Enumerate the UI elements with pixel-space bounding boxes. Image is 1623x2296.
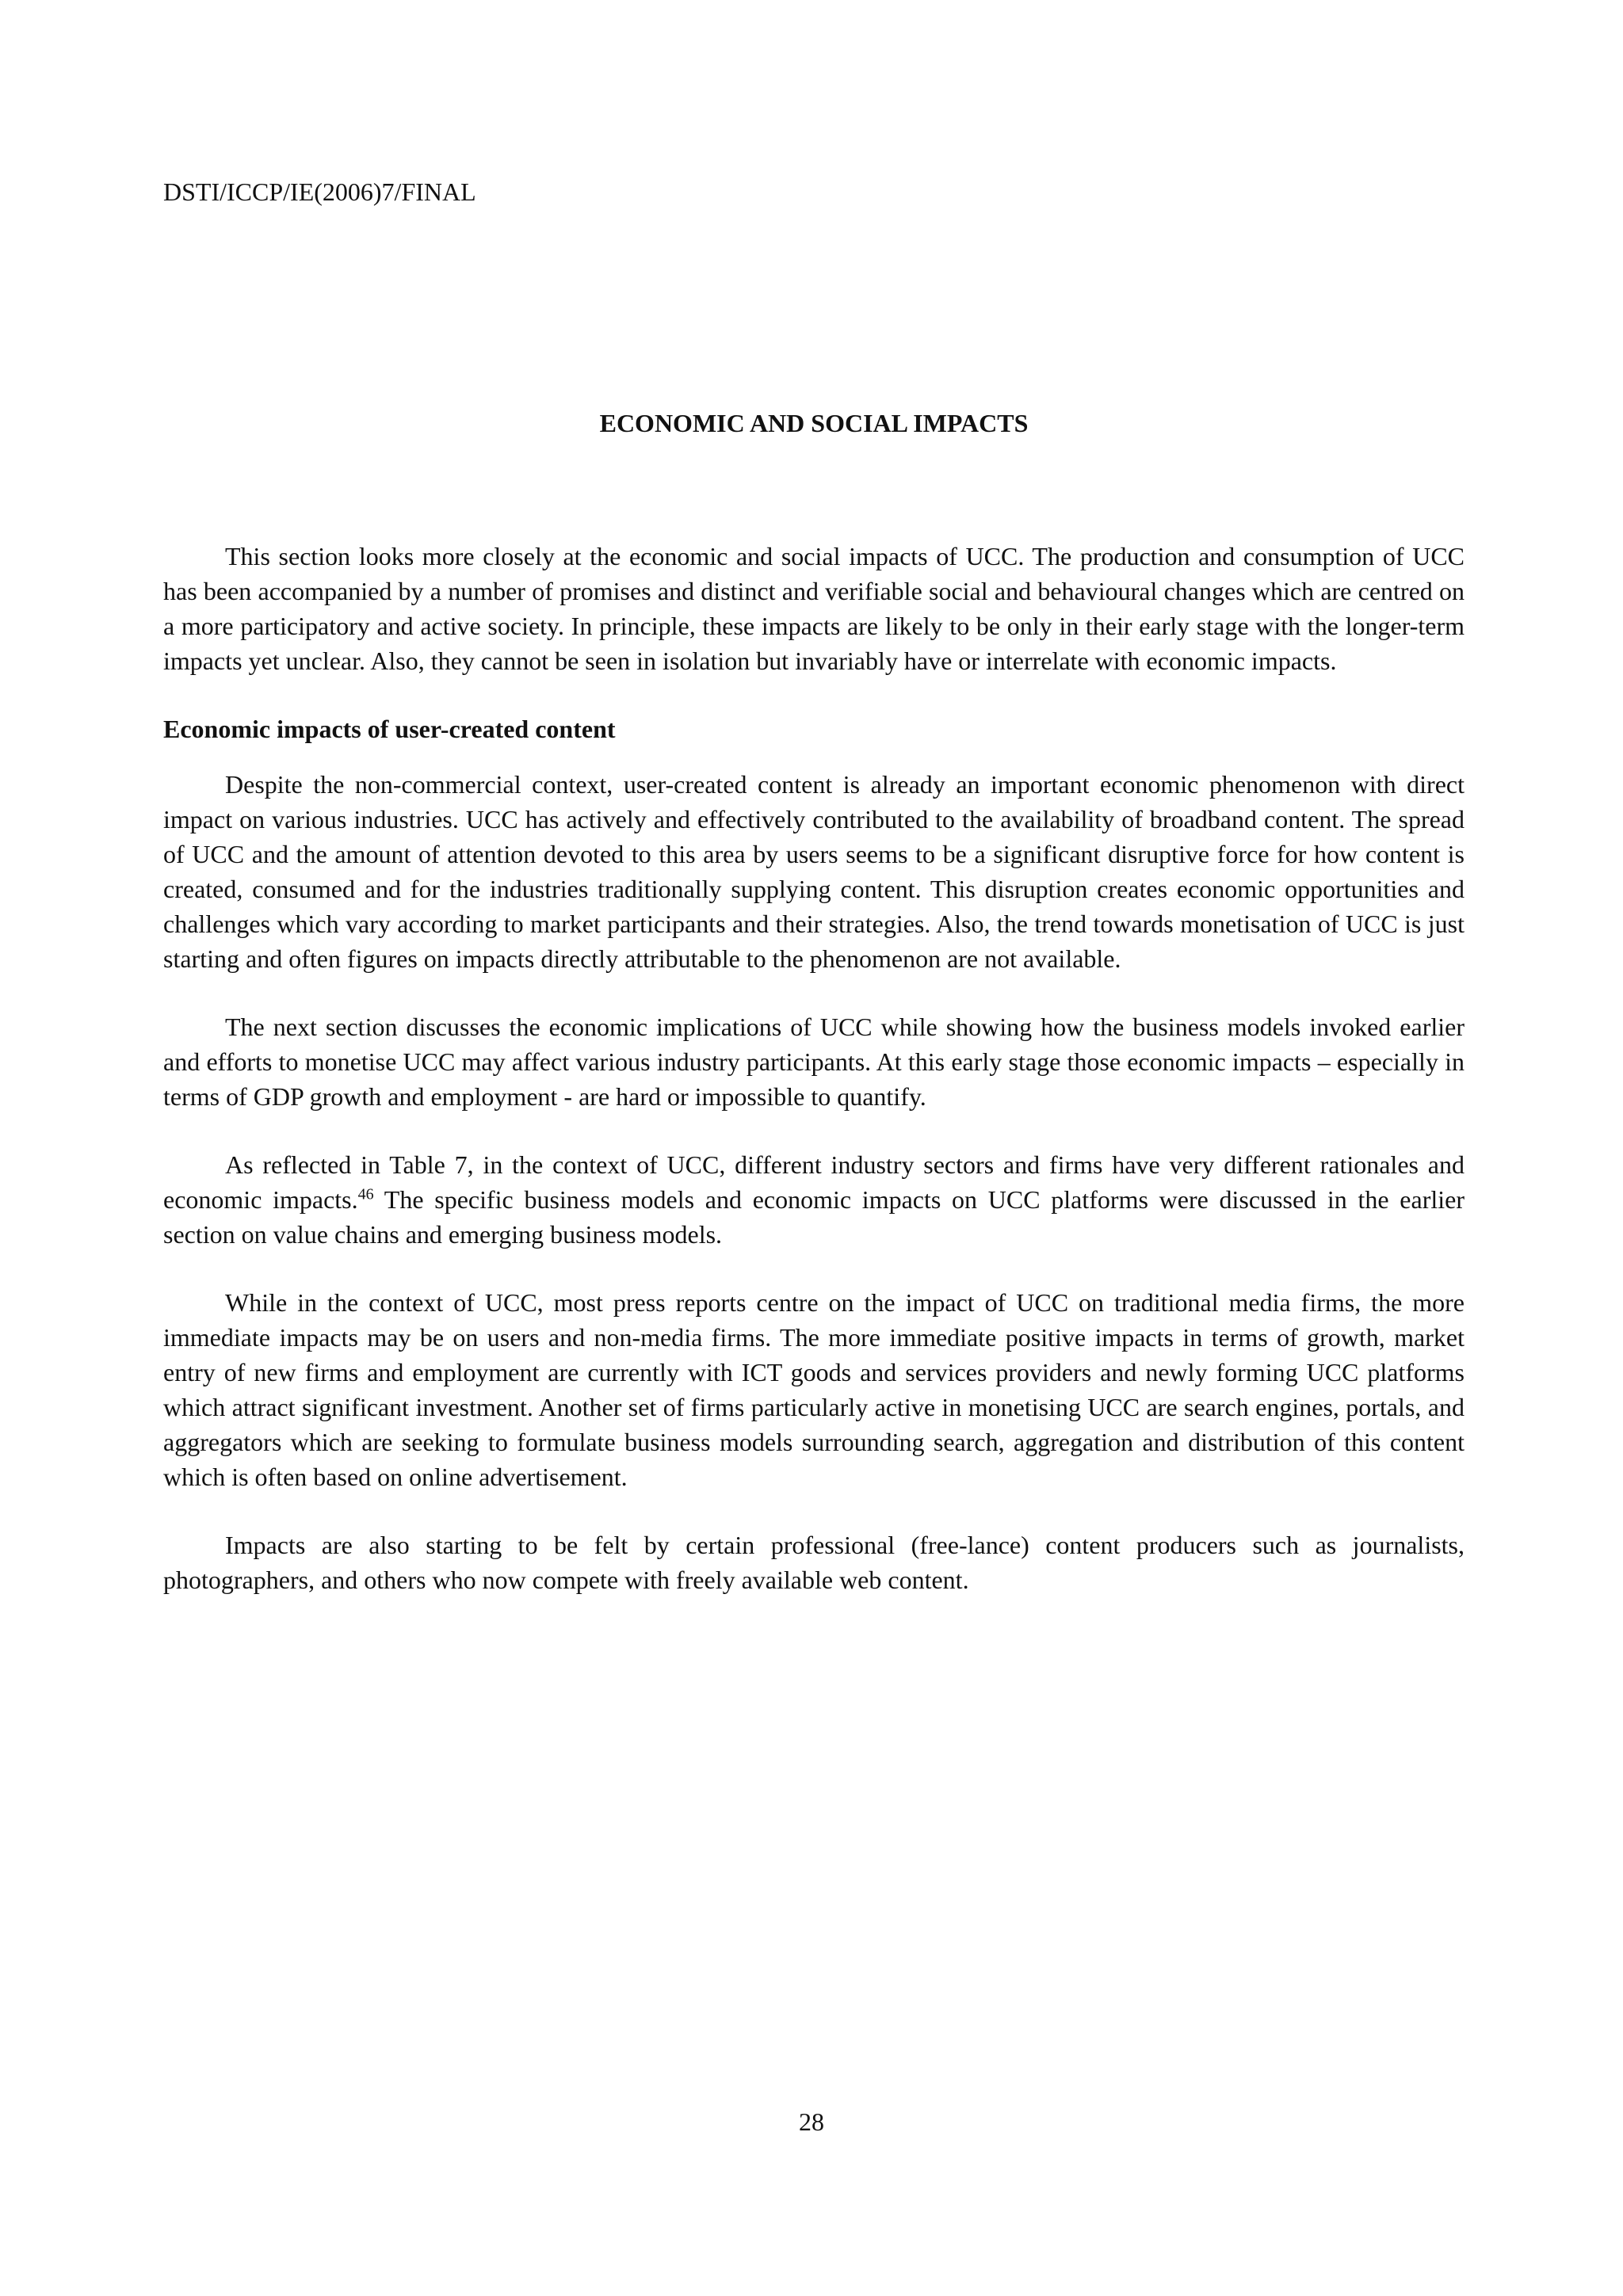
paragraph-1: Despite the non-commercial context, user-created content is already an important economic phenomenon with direct impact on various industries. UCC has actively and effectively contributed to the availability of broadband content. The spread of UCC and the amount of attention devoted to this area by users seems to be a significant disruptive force for how content is created, consumed and for the industries traditionally supplying content. This disruption creates economic opportunities and challenges which vary according to market participants and their strategies. Also, the trend towards monetisation of UCC is just starting and often figures on impacts directly attributable to the phenomenon are not available. [163,770,1465,973]
paragraph-2: The next section discusses the economic implications of UCC while showing how the business models invoked earlier and efforts to monetise UCC may affect various industry participants. At this early stage those economic impacts – especially in terms of GDP growth and employment - are hard or impossible to quantify. [163,1013,1465,1111]
section-title: ECONOMIC AND SOCIAL IMPACTS [599,409,1029,437]
body-text [163,539,1465,1630]
paragraph-4: While in the context of UCC, most press reports centre on the impact of UCC on traditional media firms, the more immediate impacts may be on users and non-media firms. The more immediate positive impacts in terms of growth, market entry of new firms and employment are currently with ICT goods and services providers and newly forming UCC platforms which attract significant investment. Another set of firms particularly active in monetising UCC are search engines, portals, and aggregators which are seeking to formulate business models surrounding search, aggregation and distribution of this content which is often based on online advertisement. [163,1288,1465,1491]
intro-paragraph: This section looks more closely at the economic and social impacts of UCC. The production and consumption of UCC has been accompanied by a number of promises and distinct and verifiable social and behavioural changes which are centred on a more participatory and active society. In principle, these impacts are likely to be only in their early stage with the longer-term impacts yet unclear. Also, they cannot be seen in isolation but invariably have or interrelate with economic impacts. [163,542,1465,675]
document-code: DSTI/ICCP/IE(2006)7/FINAL [163,177,476,206]
paragraph-3-text-after: The specific business models and economic impacts on UCC platforms were discussed in the earlier section on value chains and emerging business models. [163,1185,1465,1249]
subsection-heading: Economic impacts of user-created content [163,715,616,743]
footnote-marker: 46 [357,1185,374,1203]
page-number: 28 [799,2107,824,2136]
paragraph-3-text-before: As reflected in Table 7, in the context of UCC, different industry sectors and firms have very different rationales and economic impacts. [163,1150,1465,1214]
paragraph-3 [163,1147,1465,1252]
paragraph-5: Impacts are also starting to be felt by certain professional (free-lance) content producers such as journalists, photographers, and others who now compete with freely available web content. [163,1531,1465,1594]
